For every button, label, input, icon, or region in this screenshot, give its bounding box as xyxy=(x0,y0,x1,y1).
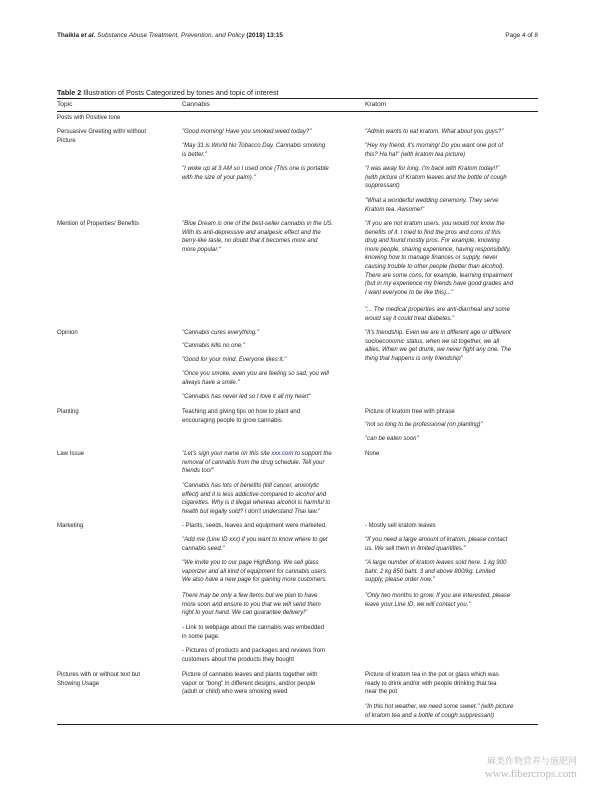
header-cannabis: Cannabis xyxy=(182,101,210,108)
kratom-greeting-quote: "Hey my friend, it's morning! Do you want one pot of this? Ha ha!" (with kratom tea picture) xyxy=(365,143,504,158)
kratom-marketing-quote: "Only two months to grow. If you are interested, please leave your Line ID, we will contact you." xyxy=(365,593,511,608)
kratom-planting-text: Picture of kratom tree with phrase xyxy=(365,409,455,415)
kratom-marketing-text: - Mostly sell kratom leaves xyxy=(365,523,436,529)
cannabis-planting-text: Teaching and giving tips on how to plant and encouraging people to grow cannabis xyxy=(182,409,301,424)
cannabis-law-quote: "Let's sign your name on this site xxx.com to support the removal of cannabis from the drug schedule. Tell your friends too!" xyxy=(182,451,332,475)
cannabis-opinion-quote: "Cannabis has never led so I love it all my heart" xyxy=(182,394,311,400)
kratom-opinion-quote: "It's friendship. Even we are in different age or different socioeconomic status, when we sit together, we all allies. When we get drunk, we never fight any one. The thing that happens is only friendship" xyxy=(365,330,512,362)
cannabis-opinion-quote: "Good for your mind. Everyone likes it." xyxy=(182,357,287,363)
cannabis-pictures-text: Picture of cannabis leaves and plants together with vapor or "bong" in different designs, and/or people (adult or child) who were smoking weed xyxy=(182,672,318,696)
running-head-citation: Thaikla et al. Substance Abuse Treatment, Prevention, and Policy (2018) 13:15 xyxy=(57,32,283,39)
cannabis-marketing-text: - Plants, seeds, leaves and equipment were marketed. xyxy=(182,523,327,529)
cannabis-opinion-quote: "Once you smoke, even you are feeling so sad, you will always have a smile." xyxy=(182,371,329,386)
topic-opinion: Opinion xyxy=(57,330,78,336)
kratom-marketing-quote: "If you need a large amount of kratom, please contact us. We sell them in limited quantities." xyxy=(365,537,508,552)
cannabis-marketing-text: - Link to webpage about the cannabis was embedded in some page. xyxy=(182,625,325,640)
topic-pictures: Pictures with or without text but Showing Usage xyxy=(57,672,141,687)
page-number: Page 4 of 8 xyxy=(505,32,538,39)
table-header-rule xyxy=(57,111,538,112)
topic-properties: Mention of Properties/ Benefits xyxy=(57,221,140,227)
cannabis-greeting-quote: "Good morning! Have you smoked weed today?" xyxy=(182,129,312,135)
cannabis-greeting-quote: "May 31 is World No Tobacco Day. Cannabis smoking is better." xyxy=(182,143,326,158)
topic-marketing: Marketing xyxy=(57,523,84,529)
kratom-law-text: None xyxy=(365,451,380,457)
table-caption: Table 2 Illustration of Posts Categorized by tones and topic of interest xyxy=(57,88,279,97)
cannabis-opinion-quote: "Cannabis cures everything." xyxy=(182,330,259,336)
table-header xyxy=(57,101,538,111)
topic-greeting: Persuasive Greeting with/ without Picture xyxy=(57,129,147,144)
table-top-rule xyxy=(57,98,538,99)
header-kratom: Kratom xyxy=(365,101,387,108)
kratom-greeting-quote: "What a wonderful wedding ceremony. They serve Kratom tea. Awsome!" xyxy=(365,198,499,213)
watermark xyxy=(485,755,577,781)
table-bottom-rule xyxy=(57,724,538,725)
cannabis-greeting-quote: "I woke up at 3 AM so I used once (This one is portable with the size of your palm)." xyxy=(182,166,329,181)
cannabis-marketing-quote: "Add me (Line ID xxx) if you want to know where to get cannabis seed." xyxy=(182,537,328,552)
kratom-greeting-quote: "Admin wants to eat kratom. What about you guys?" xyxy=(365,129,504,135)
kratom-marketing-quote: "A large number of kratom leaves sold here. 1 kg 900 baht. 2 kg 850 baht. 3 and above 800/kg. Limited supply, please order now." xyxy=(365,560,507,584)
header-topic: Topic xyxy=(57,101,73,108)
watermark-url: www.fibercrops.com xyxy=(484,768,577,780)
topic-planting: Planting xyxy=(57,409,79,415)
kratom-properties-quote: "... The medical properties are anti-diarrheal and some would say it could treat diabetes." xyxy=(365,307,510,322)
kratom-planting-quote: "can be eaten soon" xyxy=(365,436,419,442)
topic-law: Law Issue xyxy=(57,451,85,457)
cannabis-marketing-quote: There may be only a few items but we plan to have more soon and ensure to you that we will send them right to your hand. We can guarantee delivery!" xyxy=(182,593,321,617)
cannabis-opinion-quote: "Cannabis kills no one." xyxy=(182,343,245,349)
running-head xyxy=(57,32,538,44)
watermark-cn: 麻类作物营养与施肥网 xyxy=(486,756,577,766)
section-label: Posts with Positive tone xyxy=(57,115,121,121)
site-link[interactable]: xxx.com xyxy=(271,451,294,457)
kratom-pictures-text: Picture of kratom tea in the pot or glass which was ready to drink and/or with people drinking that tea near the pot xyxy=(365,672,499,696)
cannabis-law-quote: "Cannabis has lots of benefits (kill cancer, anxiolytic effect) and it is less addictive compared to alcohol and cigarettes. Why is it illegal whereas alcohol is harmful to health but legally sold? I don't understand Thai law." xyxy=(182,483,331,515)
kratom-pictures-quote: "In this hot weather, we need some sweet." (with picture of kratom tea and a bottle of cough suppressant) xyxy=(365,704,514,719)
cannabis-properties-quote: "Blue Dream is one of the best-seller cannabis in the US. With its anti-depressive and analgesic effect and the berry-like taste, no doubt that it becomes more and more popular." xyxy=(182,221,334,253)
kratom-planting-quote: "not so long to be professional (on planting)" xyxy=(365,422,483,428)
kratom-properties-quote: "If you are not kratom users, you would not know the benefits of it. I tried to find the pros and cons of this drug and found mostly pros. For example, knowing more people, sharing experience, having responsibility, knowing how to manage finances or supply, never causing trouble to other people (better than alcohol). There are some cons, for example, learning impairment (but in my experience my friends have good grades and I want everyone to be like this)..." xyxy=(365,221,514,296)
cannabis-marketing-text: - Pictures of products and packages and reviews from customers about the products they bought xyxy=(182,648,326,663)
cannabis-marketing-quote: "We invite you to our page HighBong. We sell glass vaporizer and all kind of equipment for cannabis users. We also have a new page for gaining more customers. xyxy=(182,560,328,584)
kratom-greeting-quote: "I was away for long. I'm back with Kratom today!!" (with picture of Kratom leaves and the bottle of cough suppressant) xyxy=(365,166,507,190)
